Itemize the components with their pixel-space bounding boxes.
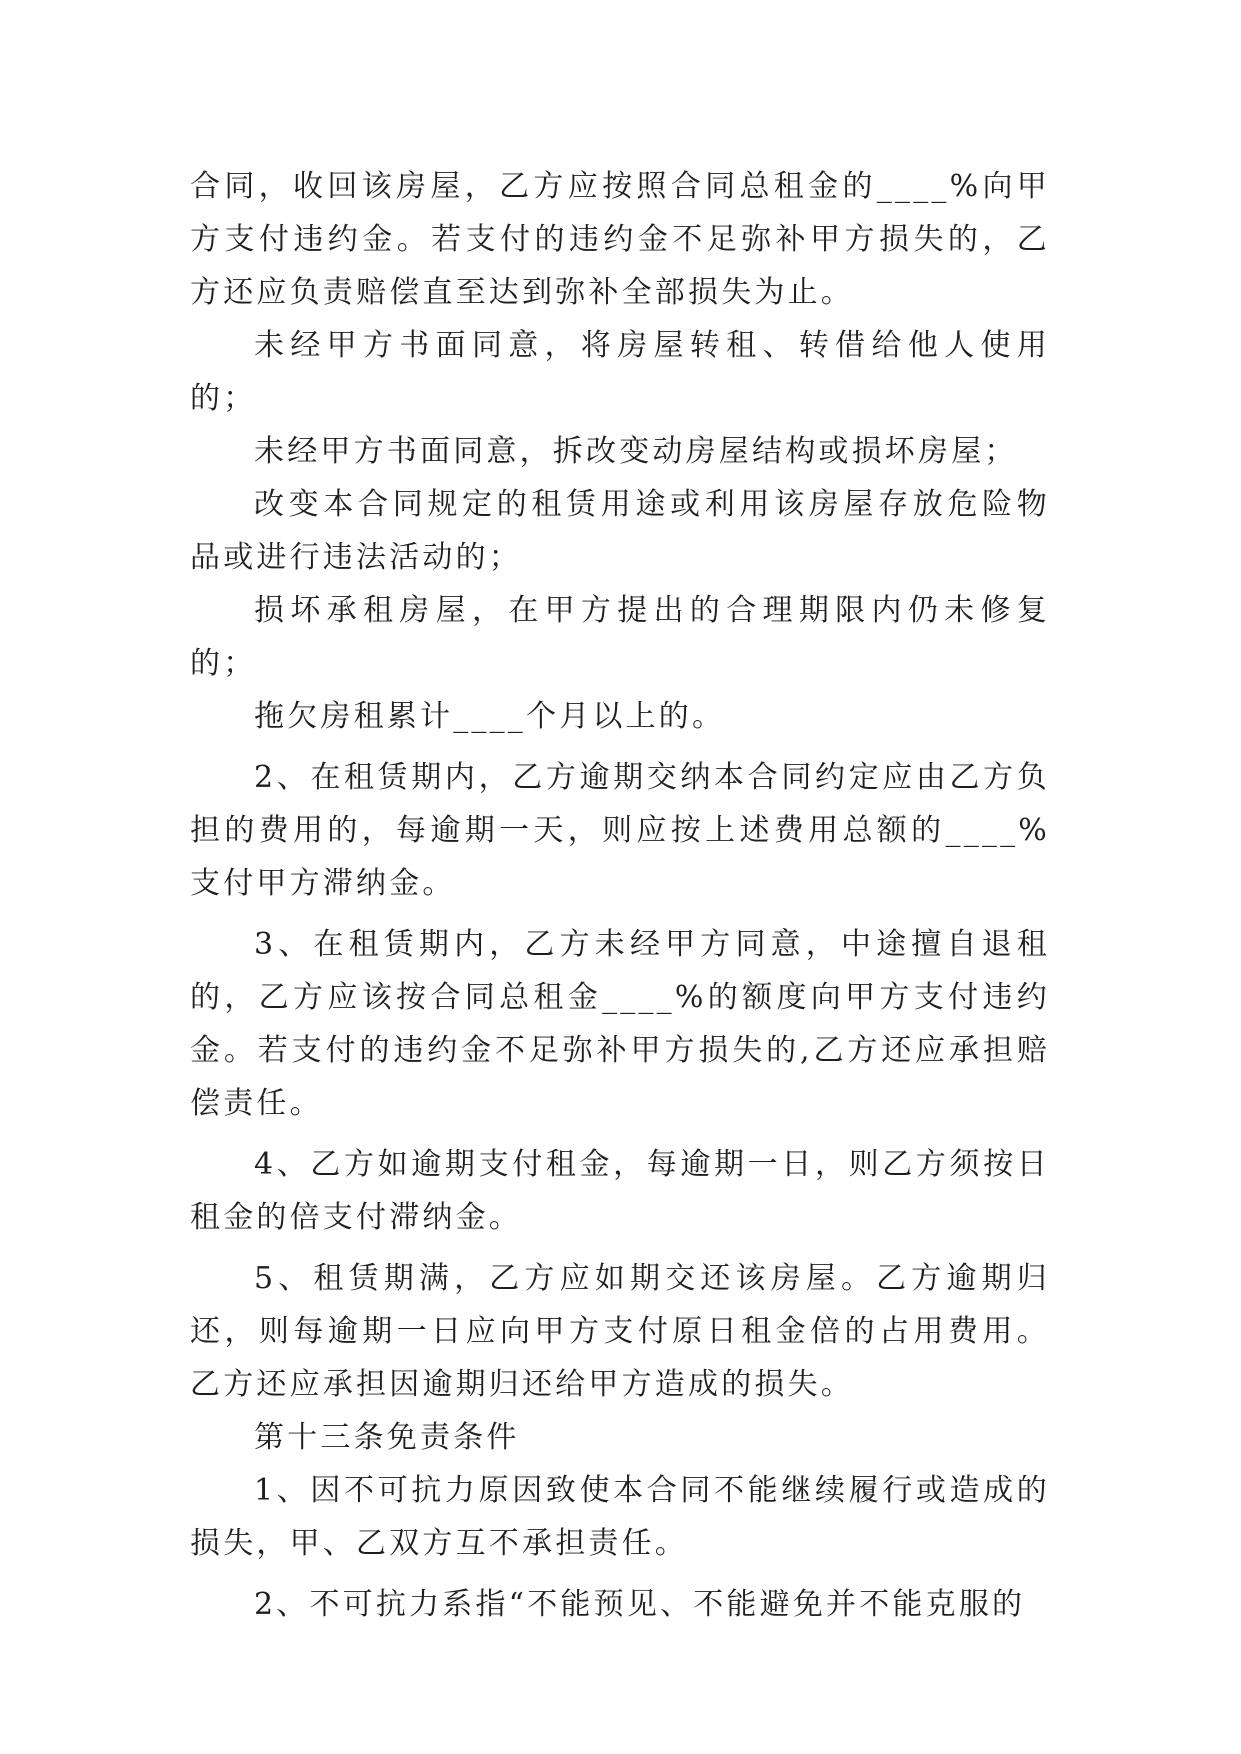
paragraph-item-3: 3、在租赁期内，乙方未经甲方同意，中途擅自退租的，乙方应该按合同总租金____%的额度向甲方支付违约金。若支付的违约金不足弥补甲方损失的,乙方还应承担赔偿责任。 xyxy=(190,927,1050,1121)
paragraph-force-majeure-1: 1、因不可抗力原因致使本合同不能继续履行或造成的损失，甲、乙双方互不承担责任。 xyxy=(190,1473,1050,1561)
paragraph-penalty-clause: 合同，收回该房屋，乙方应按照合同总租金的____%向甲方支付违约金。若支付的违约金不足弥补甲方损失的，乙方还应负责赔偿直至达到弥补全部损失为止。 xyxy=(190,169,1050,310)
paragraph-structure-change: 未经甲方书面同意，拆改变动房屋结构或损坏房屋； xyxy=(254,434,1018,469)
paragraph-damage: 损坏承租房屋，在甲方提出的合理期限内仍未修复的； xyxy=(190,593,1050,681)
paragraph-rent-arrears: 拖欠房租累计____个月以上的。 xyxy=(254,699,726,734)
paragraph-item-5: 5、租赁期满，乙方应如期交还该房屋。乙方逾期归还，则每逾期一日应向甲方支付原日租金倍的占用费用。乙方还应承担因逾期归还给甲方造成的损失。 xyxy=(190,1261,1050,1402)
paragraph-item-4: 4、乙方如逾期支付租金，每逾期一日，则乙方须按日租金的倍支付滞纳金。 xyxy=(190,1147,1050,1235)
paragraph-sublet: 未经甲方书面同意，将房屋转租、转借给他人使用的； xyxy=(190,328,1050,416)
document-body xyxy=(190,160,1050,1631)
paragraph-item-2: 2、在租赁期内，乙方逾期交纳本合同约定应由乙方负担的费用的，每逾期一天，则应按上述费用总额的____%支付甲方滞纳金。 xyxy=(190,760,1050,901)
paragraph-force-majeure-2: 2、不可抗力系指“不能预见、不能避免并不能克服的 xyxy=(254,1587,1026,1622)
section-heading-article-13: 第十三条免责条件 xyxy=(254,1420,520,1455)
paragraph-use-change: 改变本合同规定的租赁用途或利用该房屋存放危险物品或进行违法活动的； xyxy=(190,487,1050,575)
